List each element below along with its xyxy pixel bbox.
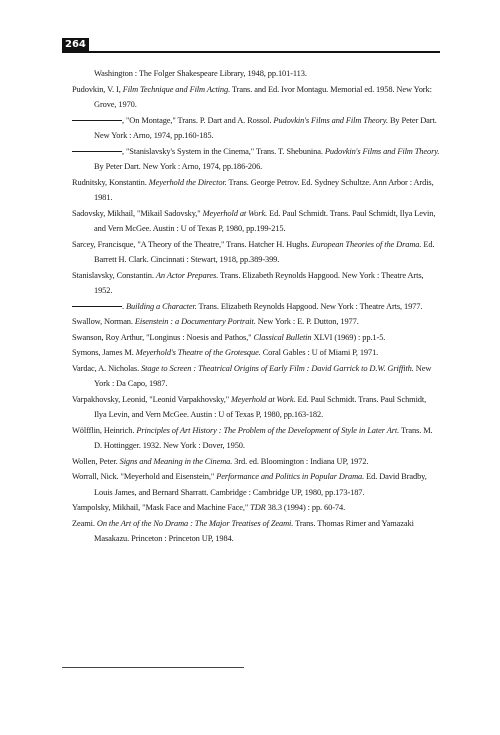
entry-title: On the Art of the No Drama : The Major Treatises of Zeami. [96,518,294,528]
entry-text: , "On Montage," Trans. P. Dart and A. Rossol. [122,115,274,125]
ditto-dash [72,120,122,121]
entry-text: Varpakhovsky, Leonid, "Leonid Varpakhovsky," [72,394,232,404]
entry-text: Trans. Elizabeth Reynolds Hapgood. New York : Theatre Arts, 1952. [94,270,424,295]
page-header [62,38,440,56]
bibliography-entry [72,66,440,82]
bibliography-entry [72,144,440,175]
entry-text: Yampolsky, Mikhail, "Mask Face and Machine Face," [72,503,251,512]
entry-title: Pudovkin's Films and Film Theory. [324,146,440,156]
entry-title: Classical Bulletin [253,332,312,342]
entry-text: XLVI (1969) : pp.1-5. [311,332,386,342]
bibliography-entry [72,454,440,470]
bibliography-entry [72,206,440,237]
ditto-dash [72,151,122,152]
entry-text: Wollen, Peter. [72,456,120,466]
entry-title: TDR [250,503,266,512]
entry-text: New York : E. P. Dutton, 1977. [255,317,359,326]
entry-text: Trans. George Petrov. Ed. Sydney Schultze. Ann Arbor : Ardis, 1981. [94,177,434,202]
entry-text: Trans. Thomas Rimer and Yamazaki Masakazu. Princeton : Princeton UP, 1984. [94,518,414,543]
entry-text: Ed. David Bradby, Louis James, and Bernard Sharratt. Cambridge : Cambridge UP, 1980, pp.173-187. [94,472,427,497]
entry-text: Swanson, Roy Arthur, "Longinus : Noesis and Pathos," [72,332,254,342]
ditto-dash [72,306,122,307]
entry-text: Ed. Barrett H. Clark. Cincinnati : Stewart, 1918, pp.389-399. [94,239,435,264]
entry-title: Meyerhold at Work. [231,394,296,404]
entry-title: Eisenstein : a Documentary Portrait. [134,317,256,326]
entry-title: Principles of Art History : The Problem of the Development of Style in Later Art. [136,425,400,435]
bibliography-entry [72,423,440,454]
entry-text: Trans. M. D. Hottingger. 1932. New York : Dover, 1950. [94,425,433,450]
entry-text: Vardac, A. Nicholas. [72,363,142,373]
entry-title: Performance and Politics in Popular Drama. [216,472,365,481]
entry-text: 38.3 (1994) : pp. 60-74. [265,503,346,512]
entry-text: Wölfflin, Heinrich. [72,425,137,435]
entry-text: Sadovsky, Mikhail, "Mikail Sadovsky," [72,208,203,218]
entry-text: Coral Gables : U of Miami P, 1971. [260,348,379,357]
header-rule [62,51,440,53]
entry-text: Rudnitsky, Konstantin. [72,177,149,187]
entry-text: 3rd. ed. Bloomington : Indiana UP, 1972. [232,456,369,466]
entry-text: By Peter Dart. New York : Arno, 1974, pp.186-206. [94,162,263,171]
entry-title: An Actor Prepares. [155,270,219,280]
bibliography-entry [72,516,440,547]
entry-text: Trans. and Ed. Ivor Montagu. Memorial ed. 1958. New York: Grove, 1970. [94,84,432,109]
entry-title: Meyerhold at Work. [202,208,268,218]
entry-text: By Peter Dart. New York : Arno, 1974, pp.160-185. [94,115,437,140]
bibliography-entry [72,268,440,299]
bibliography-entry [72,330,440,346]
entry-text: Pudovkin, V. I, [72,84,123,94]
entry-text: Washington : The Folger Shakespeare Library, 1948, pp.101-113. [94,69,307,78]
entry-title: Meyerhold's Theatre of the Grotesque. [135,348,261,357]
bibliography-entry [72,82,440,113]
entry-text: Swallow, Norman. [72,317,135,326]
bibliography-list [72,66,440,547]
bibliography-entry [72,113,440,144]
entry-text: Worrall, Nick. "Meyerhold and Eisenstein," [72,472,217,481]
entry-title: Film Technique and Film Acting. [122,84,231,94]
entry-title: Pudovkin's Films and Film Theory. [273,115,388,125]
entry-text: Trans. Elizabeth Reynolds Hapgood. New York : Theatre Arts, 1977. [196,301,423,311]
bibliography-entry [72,237,440,268]
bibliography-entry [72,469,440,500]
footnote-rule [62,667,244,668]
bibliography-entry [72,500,440,516]
entry-title: Building a Character. [126,301,197,311]
bibliography-entry [72,361,440,392]
bibliography-entry [72,345,440,361]
bibliography-entry [72,175,440,206]
entry-text: . [122,301,126,311]
bibliography-entry [72,392,440,423]
bibliography-entry [72,314,440,330]
entry-text: Zeami. [72,518,97,528]
entry-text: Ed. Paul Schmidt. Trans. Paul Schmidt, Ilya Levin, and Vern McGee. Austin : U of Texas P, 1980, pp.163-182. [94,394,427,419]
entry-text: New York : Da Capo, 1987. [94,363,432,388]
entry-text: Symons, James M. [72,348,136,357]
entry-text: Ed. Paul Schmidt. Trans. Paul Schmidt, Ilya Levin, and Vern McGee. Austin : U of Texas P, 1980, pp.199-215. [94,208,436,233]
entry-title: Stage to Screen : Theatrical Origins of Early Film : David Garrick to D.W. Griffith. [141,363,414,373]
page-number: 264 [62,38,89,51]
bibliography-entry [72,299,440,315]
entry-title: European Theories of the Drama. [311,239,422,249]
entry-text: , "Stanislavsky's System in the Cinema," Trans. T. Shebunina. [122,146,325,156]
entry-text: Stanislavsky, Constantin. [72,270,156,280]
entry-title: Signs and Meaning in the Cinema. [119,456,233,466]
entry-title: Meyerhold the Director. [148,177,227,187]
entry-text: Sarcey, Francisque, "A Theory of the Theatre," Trans. Hatcher H. Hughs. [72,239,312,249]
